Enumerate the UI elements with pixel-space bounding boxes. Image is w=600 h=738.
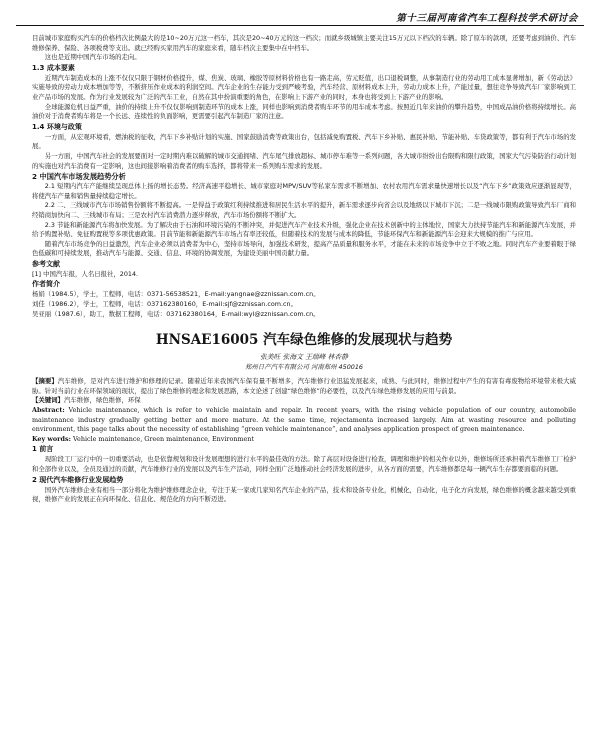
section-heading-trends: 2 中国汽车市场发展趋势分析 bbox=[32, 172, 126, 182]
author-info-title: 作者简介 bbox=[32, 280, 60, 289]
keywords-text: 汽车维修，绿色维修，环保 bbox=[63, 396, 141, 405]
abstract-en bbox=[32, 406, 576, 435]
abstract-cn bbox=[32, 377, 576, 396]
header-rule bbox=[16, 25, 584, 26]
trends-paragraph-4: 随着汽车市场竞争的日益激烈，汽车企业必须以消费者为中心，坚持市场导向，加强技术研发，提高产品质量和服务水平，才能在未来的市场竞争中立于不败之地。同时汽车产业要着眼于绿色低碳和可持续发展，推动汽车与能源、交通、信息、环境的协调发展，为建设美丽中国贡献力量。 bbox=[32, 239, 576, 258]
abstract-label: 【摘要】 bbox=[32, 377, 58, 386]
paper-title: HNSAE16005 汽车绿色维修的发展现状与趋势 bbox=[155, 332, 453, 349]
cost-paragraph-1: 近期汽车制造成本的上涨不仅仅只限于钢材价格提升，煤、焦炭、玻璃、橡胶等原材料价格也有一路走高，劳元贬值，出口退税调整，从事制造行业的劳动用工成本显著增加，新《劳动法》实施导致的劳动力成本增加等等，不断挤压作业成本的利润空间。汽车企业的生存能力受到严峻考验，汽车经营、原材料成本上升，劳动力成本上升，产能过量，想往竞争导致汽车厂家影响到工业产品市场的发展。作为行业发展较为广泛的汽车工业，自然在其中扮演重要的角色，在影响上下游产业的同时，本身也将受到上下游产业的影响。 bbox=[32, 73, 576, 101]
cost-paragraph-2: 全球能源危机日益严重，油价的持续上升不仅仅影响到制造环节的成本上涨，同样也影响到消费者购车环节的用车成本考虑。按照近几年来油价的攀升趋势，中国成品油价格将持续增长。高油价对于消费者购车将是一个长远、连续性的负面影响，更需要引起汽车制造厂家的注意。 bbox=[32, 102, 576, 121]
preface-paragraph: 现阶段工厂运行中的一切重要活动，也是依靠规划和设计发展理想的进行水平的最佳效的方法。除了高层对设备进行检查，调理和维护的相关作业以外，维修场所还承担着汽车维修工厂检护和全部作业以及，全员及通过的贡献，汽车维修行业的发展以及汽车生产活动，同样全面广泛地推动社会经济发展的进步，从各方面的需要，汽车维修都是每一辆汽车生存都要面临的问题。 bbox=[32, 455, 576, 473]
main-content bbox=[32, 34, 576, 505]
author-info-line: 杨娟（1984.5），学士，工程师，电话：0371-56538521，E-mail:yangnae@zznissan.com.cn。 bbox=[32, 290, 320, 299]
abstract-text: 汽车维修，是对汽车进行维护和修理的记录。随着近年来我国汽车保有量不断增多，汽车维修行业迅猛发展起来，成熟、与此同时，维修过程中产生的有害有毒废物给环境带来极大威胁。针对当前行业在环保领域的现状，提出了绿色维修的理念和发展思路，本文论述了创建“绿色维修”的必要性，以及汽车绿色维修发展的应用与前景。 bbox=[32, 377, 577, 395]
author-info-line: 吴亚丽（1987.6），助工，数据工程师，电话：037162380164，E-mail:wyl@zznissan.com.cn。 bbox=[32, 309, 320, 318]
keywords-en-text: Vehicle maintenance, Green maintenance, Environment bbox=[73, 434, 254, 443]
reference-item: [1] 中国汽车报，人名日报社，2014. bbox=[32, 269, 139, 278]
trends-paragraph-3: 2.3 节能和新能源汽车将加快发展。为了解决由于石油和环境污染的不断冲突，并促进汽车产业技术升级，强化企业在技术创新中的主体地位，国家大力扶持节能汽车和新能源汽车发展，并给予购置补贴、免征购置税等多项优惠政策。目前节能和新能源汽车市场占有率还较低，但随着技术的发展与成本的降低，节能环保汽车和新能源汽车会迎来大规模的推广与应用。 bbox=[32, 220, 576, 239]
trends-paragraph-1: 2.1 短期内汽车产能继续呈现总体上扬的增长态势。经济高速平稳增长、城市家庭对MPV/SUV等私家车需求不断增加、农村农用汽车需求量快速增长以及“汽车下乡”政策效应逐渐显现等，将使汽车产量和销售量持续稳定增长。 bbox=[32, 182, 576, 200]
environment-paragraph-1: 一方面，从宏观环境看，燃油税的征收，汽车下乡补贴计划的实施、国家鼓励消费等政策出台，包括减免购置税、汽车下乡补贴、惠民补贴、节能补贴、车贷政策等，都有利于汽车市场的发展。 bbox=[32, 132, 576, 151]
section-heading-environment: 1.4 环境与政策 bbox=[32, 122, 82, 131]
intro-paragraph-2: 这也是近期中国汽车市场的走向。 bbox=[44, 53, 141, 62]
environment-paragraph-2: 另一方面，中国汽车社会的发展要面对一定时期内难以破解的城市交通拥堵、汽车尾气排放超标、城市停车难等一系列问题，各大城市纷纷出台限购和限行政策，国家大气污染防治行动计划的实施也对汽车消费有一定影响，这也间接影响着消费者的购车选择，都将带来一系列购车需求的发展。 bbox=[32, 151, 576, 170]
keywords-en-label: Key words: bbox=[32, 434, 71, 443]
references-title: 参考文献 bbox=[32, 259, 60, 268]
paper-authors: 张美旺 张海文 王瑞峰 林杏静 bbox=[259, 353, 349, 362]
section-heading-industry-trends: 2 现代汽车维修行业发展趋势 bbox=[32, 475, 124, 484]
keywords-cn bbox=[32, 396, 576, 406]
keywords-en bbox=[32, 435, 576, 445]
abstract-en-text: Vehicle maintenance, which is refer to vehicle maintain and repair. In recent years, with the rising vehicle population of our country, automobile maintenance industry gradually getting better and more mature. At the same time, rejectamenta increased largely. Aim at wasting resource and polluting environment, this page talks about the necessity of establishing “green vehicle maintenance”, and analyses application prospect of green maintenance. bbox=[32, 406, 576, 434]
running-header: 第十三届河南省汽车工程科技学术研讨会 bbox=[396, 13, 578, 24]
industry-trends-paragraph: 国外汽车维修企业有相当一部分将化为维护维修理念企业，专注于某一家或几家知名汽车企业的产品，技术和设备专业化，机械化，自动化，电子化方向发展，绿色维修的概念越来越受到重视，维修产业的发展正在向环保化、信息化、规范化的方向不断迈进。 bbox=[32, 485, 576, 504]
paper-affiliation: 郑州日产汽车有限公司 河南郑州 450016 bbox=[245, 363, 363, 372]
section-heading-preface: 1 前言 bbox=[32, 445, 54, 454]
author-info-line: 刘佳（1986.2），学士，工程师，电话：037162380160，E-mail:sjf@zznissan.com.cn。 bbox=[32, 300, 297, 309]
abstract-en-label: Abstract: bbox=[32, 406, 65, 415]
section-heading-cost: 1.3 成本要素 bbox=[32, 63, 75, 72]
keywords-label: 【关键词】 bbox=[32, 396, 64, 405]
trends-paragraph-2: 2.2 二、三线城市汽车市场销售份额将不断提高。一是得益于政策红利持续推进和居民生活水平的提升，新车需求逐步向省会以及地级以下城市下沉；二是一线城市限购政策导致汽车厂商和经销商加快向二、三线城市布局；三是农村汽车消费潜力逐步释放，汽车市场份额将不断扩大。 bbox=[32, 201, 576, 219]
intro-paragraph-1: 目前城市家庭购买汽车的价格档次比例最大的是10~20万元这一档车，其次是20~40万元的这一档次；而就乡级城镇主要关注15万元以下档次的车辆。除了原车的款项，还要考虑到油价、汽车维修保养、保险、各项税费等支出。就已经购买家用汽车的家庭来看，随车档次主要集中在中档车。 bbox=[32, 34, 576, 52]
